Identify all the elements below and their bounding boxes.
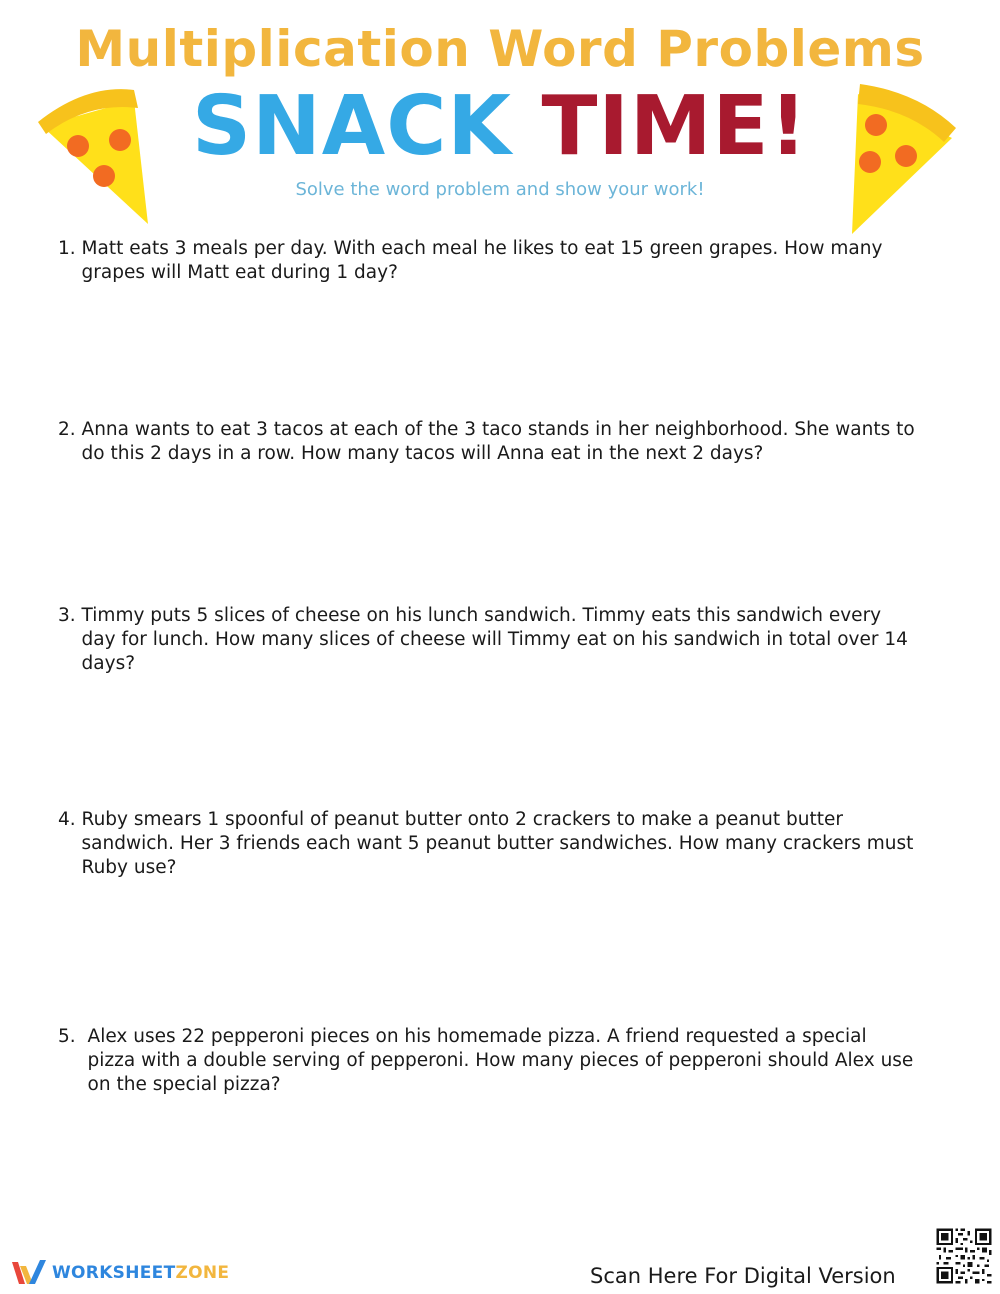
instructions: Solve the word problem and show your work! xyxy=(295,179,705,200)
problem-5 xyxy=(58,1025,918,1097)
problem-4 xyxy=(58,808,918,880)
problem-3 xyxy=(58,604,918,676)
problem-text: Matt eats 3 meals per day. With each meal he likes to eat 15 green grapes. How many grapes will Matt eat during 1 day? xyxy=(81,238,883,283)
problem-number: 1. xyxy=(58,238,82,259)
problem-2 xyxy=(58,418,918,466)
problem-1 xyxy=(58,237,918,285)
problem-number: 4. xyxy=(58,809,82,830)
problem-text: Alex uses 22 pepperoni pieces on his homemade pizza. A friend requested a special pizza with a double serving of pepperoni. How many pieces of pepperoni should Alex use on the special pizza? xyxy=(87,1026,914,1095)
problem-number: 2. xyxy=(58,419,82,440)
problem-number: 3. xyxy=(58,605,82,626)
brand-zone: ZONE xyxy=(175,1263,230,1283)
problem-text: Timmy puts 5 slices of cheese on his lunch sandwich. Timmy eats this sandwich every day for lunch. How many slices of cheese will Timmy eat on his sandwich in total over 14 days? xyxy=(81,605,908,674)
worksheet-title: Multiplication Word Problems xyxy=(75,20,925,78)
worksheetzone-logo[interactable] xyxy=(10,1256,229,1290)
qr-code-icon[interactable] xyxy=(934,1226,994,1286)
brand-name xyxy=(52,1263,229,1283)
subtitle-time: TIME! xyxy=(541,79,808,174)
worksheetzone-logo-icon xyxy=(10,1258,48,1288)
problem-text: Anna wants to eat 3 tacos at each of the 3 taco stands in her neighborhood. She wants to do this 2 days in a row. How many tacos will Anna eat in the next 2 days? xyxy=(81,419,915,464)
subtitle-snack: SNACK xyxy=(192,79,542,174)
pizza-slice-icon xyxy=(844,80,959,238)
scan-prompt: Scan Here For Digital Version xyxy=(590,1264,896,1288)
problem-number: 5. xyxy=(58,1026,82,1047)
pizza-slice-icon xyxy=(36,82,156,232)
problem-text: Ruby smears 1 spoonful of peanut butter onto 2 crackers to make a peanut butter sandwich. Her 3 friends each want 5 peanut butter sandwiches. How many crackers must Ruby use? xyxy=(81,809,914,878)
brand-worksheet: WORKSHEET xyxy=(52,1263,176,1283)
